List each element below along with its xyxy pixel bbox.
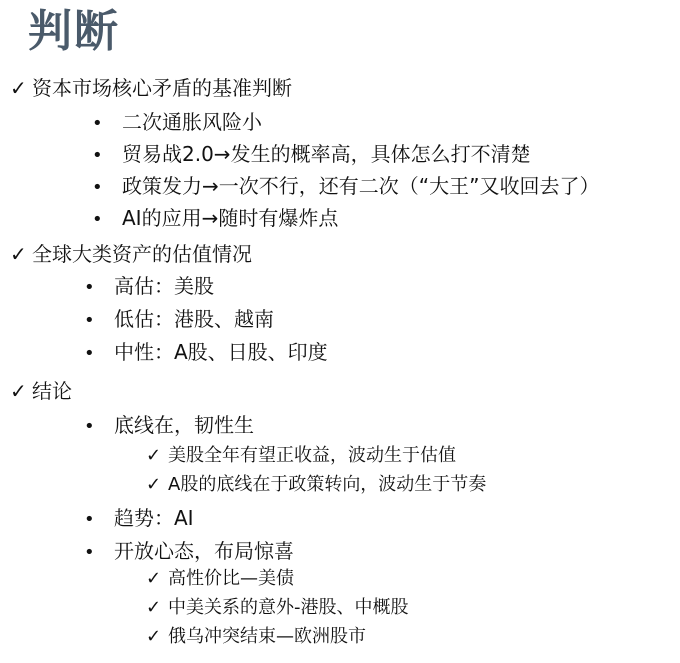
list-item-label: AI的应用→随时有爆炸点 [122, 206, 339, 230]
list-item [84, 411, 254, 441]
list-item [84, 504, 194, 534]
list-item [92, 140, 531, 170]
sub-list-item [146, 624, 366, 650]
sub-list-item-label: 中美关系的意外-港股、中概股 [168, 597, 409, 618]
page-title: 判断 [28, 6, 120, 57]
sub-list-item [146, 472, 486, 498]
check-icon: ✓ [10, 76, 27, 100]
check-icon: ✓ [10, 242, 27, 266]
sub-list-item [146, 443, 456, 469]
bullet-icon: • [92, 145, 103, 166]
sub-list-item-label: 高性价比—美债 [168, 568, 294, 589]
list-item [92, 108, 262, 138]
list-item [84, 537, 294, 567]
sub-list-item-label: 俄乌冲突结束—欧洲股市 [168, 626, 366, 647]
list-item-label: 贸易战2.0→发生的概率高，具体怎么打不清楚 [122, 142, 531, 166]
section-label: 结论 [32, 379, 72, 403]
bullet-icon: • [92, 177, 103, 198]
check-icon: ✓ [146, 445, 162, 466]
list-item-label: 二次通胀风险小 [122, 110, 262, 134]
check-icon: ✓ [10, 379, 27, 403]
bullet-icon: • [84, 542, 95, 563]
section-heading [10, 377, 72, 405]
list-item-label: 高估：美股 [114, 274, 214, 298]
list-item-label: 低估：港股、越南 [114, 307, 274, 331]
bullet-icon: • [84, 509, 95, 530]
list-item [92, 172, 599, 202]
list-item [84, 338, 328, 368]
check-icon: ✓ [146, 597, 162, 618]
list-item-label: 中性：A股、日股、印度 [114, 340, 328, 364]
check-icon: ✓ [146, 568, 162, 589]
section-label: 全球大类资产的估值情况 [32, 242, 252, 266]
list-item-label: 底线在，韧性生 [114, 413, 254, 437]
bullet-icon: • [84, 416, 95, 437]
check-icon: ✓ [146, 474, 162, 495]
section-label: 资本市场核心矛盾的基准判断 [32, 76, 292, 100]
list-item [92, 204, 338, 234]
sub-list-item [146, 595, 409, 621]
sub-list-item [146, 566, 294, 592]
list-item-label: 开放心态，布局惊喜 [114, 539, 294, 563]
bullet-icon: • [92, 113, 103, 134]
check-icon: ✓ [146, 626, 162, 647]
list-item [84, 305, 274, 335]
list-item [84, 272, 214, 302]
bullet-icon: • [84, 343, 95, 364]
sub-list-item-label: 美股全年有望正收益，波动生于估值 [168, 445, 456, 466]
sub-list-item-label: A股的底线在于政策转向，波动生于节奏 [168, 474, 487, 495]
bullet-icon: • [84, 277, 95, 298]
bullet-icon: • [84, 310, 95, 331]
list-item-label: 趋势：AI [114, 506, 194, 530]
list-item-label: 政策发力→一次不行，还有二次（“大王”又收回去了） [122, 174, 600, 198]
section-heading [10, 74, 292, 102]
section-heading [10, 240, 252, 268]
bullet-icon: • [92, 209, 103, 230]
